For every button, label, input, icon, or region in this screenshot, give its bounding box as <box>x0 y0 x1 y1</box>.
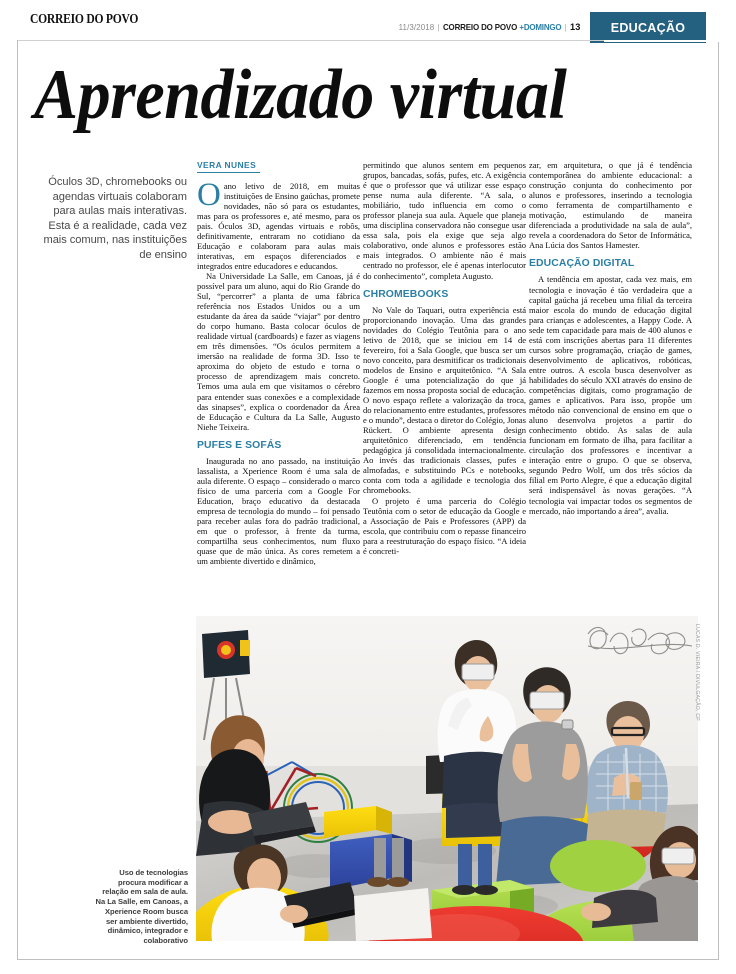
byline-rule <box>197 172 260 173</box>
page-title: Aprendizado virtual <box>34 56 567 134</box>
folio-separator-2: | <box>565 23 568 32</box>
folio-brand: CORREIO DO POVO <box>443 23 518 32</box>
section-subheading: CHROMEBOOKS <box>363 288 449 300</box>
frame-notch <box>604 40 724 42</box>
section-subheading: PUFES E SOFÁS <box>197 439 282 451</box>
article-paragraph: O projeto é uma parceria do Colégio Teutônia com o setor de educação da Google e a Associação de Pais e Professores (APP) da escola, que contribuiu com o repasse financeiro para a reestruturação do espaço físico. “A ideia é concreti- <box>363 495 526 556</box>
standfirst: Óculos 3D, chromebooks ou agendas virtuais colaboram para aulas mais interativas. Esta é a realidade, cada vez mais comum, nas instituições de ensino <box>43 176 187 261</box>
article-paragraph-text: ano letivo de 2018, em muitas instituições de Ensino gaúchas, promete novidades, não só para os estudantes, mas para os professores e, até mesmo, para os pais. Óculos 3D, agendas virtuais e robôs, definitivamente, entraram no cotidiano da Educação e colaboram para aulas mais interativas, em espaços diferenciados e integrados entre educadores e educandos. <box>197 180 360 271</box>
article-paragraph: zar, em arquitetura, o que já é tendência contemporânea do ambiente educacional: a construção conjunta do conhecimento por alunos e professores, inserindo a tecnologia como ferramenta de compartilhamento e motivação, estimulando de maneira diferenciada a produtividade na sala de aula”, revela a coordenadora do Setor de Informática, Ana Lúcia dos Santos Hamester. <box>529 160 692 251</box>
article-column-3 <box>529 160 692 516</box>
photo-credit: LUCAS D. VIEIRA / DIVULGAÇÃO, CP <box>694 624 700 721</box>
article-paragraph: A tendência em apostar, cada vez mais, em tecnologia e inovação é tão verdadeira que a capital gaúcha já recebeu uma filial da terceira maior escola do mundo de educação digital para crianças e adolescentes, a Happy Code. A sede tem capacidade para mais de 400 alunos e está com inscrições abertas para 11 diferentes cursos sobre programação, criação de games, desenvolvimento de aplicativos, robóticas, entre outros. A escola busca desenvolver as habilidades do século XXI através do ensino de competências digitais, como programação de games e aplicativos. Para isso, propõe um método não convencional de ensino em que o aluno desenvolva projetos a partir do conhecimento obtido. As salas de aula funcionam em formato de ilha, para facilitar a circulação dos professores e incentivar a interação entre o grupo. O que se observa, segundo Pedro Wolf, um dos três sócios da filial em Porto Alegre, é que a educação digital será indispensável às novas gerações. “A tecnologia vai impactar todos os segmentos de mercado, não importando a área”, avalia. <box>529 274 692 516</box>
article-paragraph: permitindo que alunos sentem em pequenos grupos, bancadas, sofás, pufes, etc. A exigência é que o professor que vá utilizar esse espaço pense numa aula diferente. “A sala, o mobiliário, tudo influencia em como o professor planeja sua aula. Aquele que planeja uma disciplina conservadora não consegue usar essa sala, pois ela exige que seja algo colaborativo, onde alunos e professores estão mais integrados. O ambiente não é mais centrado no professor, ele é apenas interlocutor do conhecimento”, completa Augusto. <box>363 160 526 281</box>
article-paragraph: Na Universidade La Salle, em Canoas, já é possível para um aluno, aqui do Rio Grande do Sul, “percorrer” a planta de uma fábrica referência nos Estados Unidos ou a um estudante da área da saúde “viajar” por dentro do corpo humano. Basta colocar óculos de realidade virtual (cardboards) e fazer as viagens em três dimensões. “Os óculos permitem a imersão na realidade de forma 3D. Isso te aproxima do objeto de estudo e torna o processo de aprendizagem mais concreto. Temos uma aula em que visitamos o cérebro para entender suas conexões e a complexidade das sinapses”, explica o coordenador da Área de Educação e Cultura da La Salle, Augusto Niehe Teixeira. <box>197 270 360 432</box>
photo-illustration <box>196 616 698 941</box>
folio-separator-1: | <box>438 23 441 32</box>
section-tag-educacao: EDUCAÇÃO <box>590 12 706 43</box>
folio-line <box>399 22 581 33</box>
article-column-2 <box>363 160 526 556</box>
article-column-1 <box>197 160 360 566</box>
section-subheading: EDUCAÇÃO DIGITAL <box>529 258 635 270</box>
folio-supplement: +DOMINGO <box>519 23 562 32</box>
article-byline: VERA NUNES <box>197 160 360 173</box>
article-photo <box>196 616 698 941</box>
drop-cap: O <box>197 176 221 213</box>
photo-caption: Uso de tecnologias procura modificar a relação em sala de aula. Na La Salle, em Canoas, a Xperience Room busca ser ambiente divertido, dinâmico, integrador e colaborativo <box>95 868 188 945</box>
masthead-logo: CORREIO DO POVO <box>30 11 139 26</box>
article-paragraph <box>197 176 360 271</box>
folio-page-number: 13 <box>570 22 581 33</box>
article-paragraph: Inaugurada no ano passado, na instituição lassalista, a Xperience Room é uma sala de aula diferente. O espaço – considerado o marco físico de uma parceria com a Google For Education, braço educativo da destacada empresa de tecnologia do mundo – foi pensado para receber aulas fora do padrão tradicional, em que o professor, à frente da turma, compartilha seus conhecimentos, num fluxo quase que de mão única. As cores remetem a um ambiente divertido e dinâmico, <box>197 455 360 567</box>
folio-date: 11/3/2018 <box>399 23 435 32</box>
article-paragraph: No Vale do Taquari, outra experiência está proporcionando inovação. Uma das grandes novidades do Colégio Teutônia para o ano letivo de 2018, que se iniciou em 14 de fevereiro, foi a Sala Google, que busca ser um novo conceito, para desmitificar os tradicionais modelos de Ensino e arquitetônico. “A Sala Google é uma potencialização do que já fazemos em nossa proposta social de educação. O novo espaço reflete a valorização da troca, do relacionamento entre estudantes, professores e o mundo”, destaca o diretor do Colégio, Jonas Rückert. O ambiente apresenta design arquitetônico diferenciado, em tendência pedagógica já consolidada internacionalmente. Ao invés das tradicionais classes, pufes e almofadas, e substituindo PCs e notebooks, conta com toda a agilidade e tecnologia dos chromebooks. <box>363 304 526 496</box>
